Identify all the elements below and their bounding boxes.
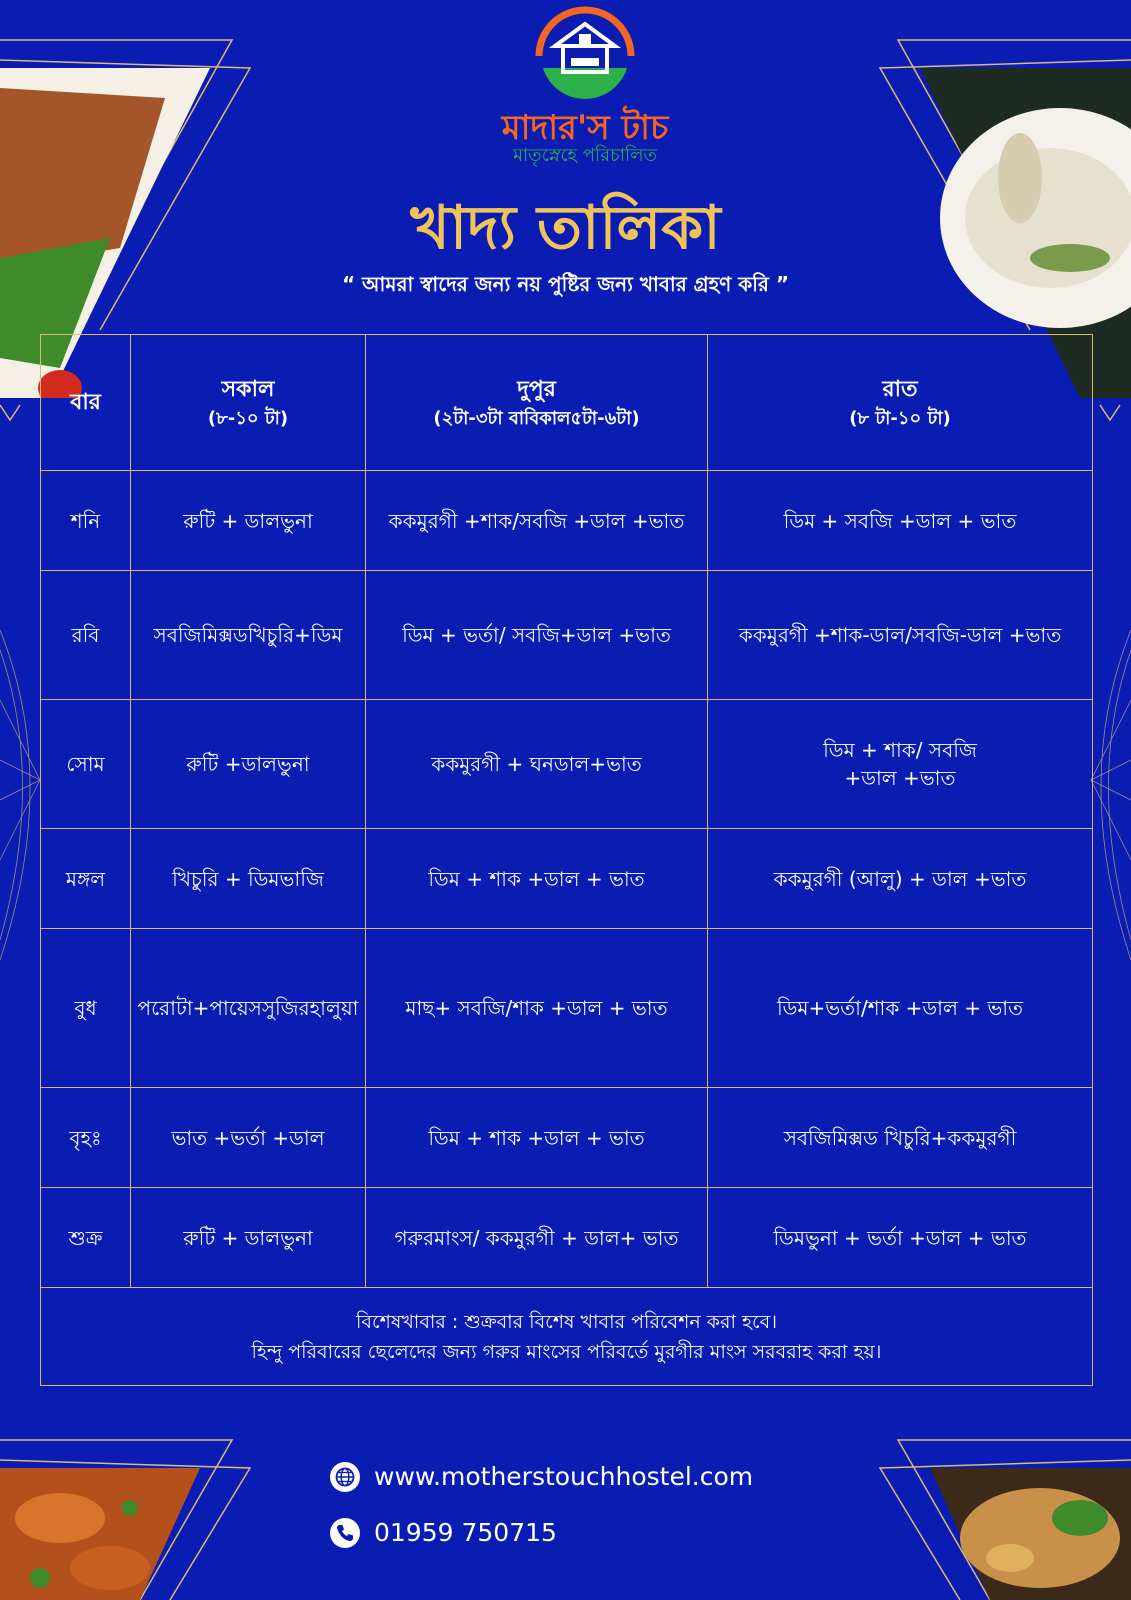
day-cell: শনি bbox=[41, 471, 131, 571]
table-header-row bbox=[41, 335, 1093, 471]
globe-icon bbox=[330, 1462, 360, 1492]
noon-cell: গরুরমাংস/ ককমুরগী + ডাল+ ভাত bbox=[366, 1188, 708, 1288]
noon-cell: ডিম + ভর্তা/ সবজি+ডাল +ভাত bbox=[366, 571, 708, 700]
morning-cell: ভাত +ভর্তা +ডাল bbox=[131, 1088, 366, 1188]
noon-cell: ককমুরগী + ঘনডাল+ভাত bbox=[366, 700, 708, 829]
special-note bbox=[41, 1288, 1093, 1386]
day-cell: রবি bbox=[41, 571, 131, 700]
hostel-house-icon bbox=[535, 6, 635, 106]
night-cell: ডিম + সবজি +ডাল + ভাত bbox=[708, 471, 1093, 571]
morning-cell: রুটি +ডালভুনা bbox=[131, 700, 366, 829]
header-morning-time: (৮-১০ টা) bbox=[207, 407, 289, 429]
night-cell: ককমুরগী (আলু) + ডাল +ভাত bbox=[708, 829, 1093, 929]
website-link[interactable]: www.motherstouchhostel.com bbox=[374, 1462, 754, 1491]
table-row bbox=[41, 1088, 1093, 1188]
night-cell: ককমুরগী +শাক-ডাল/সবজি-ডাল +ভাত bbox=[708, 571, 1093, 700]
slogan: “ আমরা স্বাদের জন্য নয় পুষ্টির জন্য খাবার গ্রহণ করি ” bbox=[341, 272, 790, 296]
morning-cell: পরোটা+পায়েসসুজিরহালুয়া bbox=[131, 929, 366, 1088]
noon-cell: ককমুরগী +শাক/সবজি +ডাল +ভাত bbox=[366, 471, 708, 571]
night-cell: ডিম+ভর্তা/শাক +ডাল + ভাত bbox=[708, 929, 1093, 1088]
website-contact[interactable] bbox=[330, 1460, 753, 1493]
page-title: খাদ্য তালিকা bbox=[410, 193, 721, 263]
food-photo-curry bbox=[930, 1468, 1131, 1600]
table-row bbox=[41, 1188, 1093, 1288]
table-row bbox=[41, 929, 1093, 1088]
header-noon-time: (২টা-৩টা বাবিকাল৫টা-৬টা) bbox=[433, 407, 640, 429]
header-noon bbox=[366, 335, 708, 471]
table-row bbox=[41, 700, 1093, 829]
phone-icon bbox=[330, 1518, 360, 1548]
morning-cell: রুটি + ডালভুনা bbox=[131, 1188, 366, 1288]
day-cell: বুধ bbox=[41, 929, 131, 1088]
meal-table bbox=[40, 334, 1093, 1386]
special-note-line1: বিশেষখাবার : শুক্রবার বিশেষ খাবার পরিবেশন করা হবে। bbox=[355, 1310, 778, 1333]
header-noon-label: দুপুর bbox=[517, 376, 556, 402]
day-cell: মঙ্গল bbox=[41, 829, 131, 929]
night-cell: ডিম + শাক/ সবজি +ডাল +ভাত bbox=[708, 700, 1093, 829]
morning-cell: সবজিমিক্সডখিচুরি+ডিম bbox=[131, 571, 366, 700]
phone-contact[interactable] bbox=[330, 1516, 557, 1549]
header-night bbox=[708, 335, 1093, 471]
header-night-label: রাত bbox=[882, 376, 918, 402]
brand-tagline: মাতৃস্নেহে পরিচালিত bbox=[512, 145, 658, 166]
phone-number[interactable]: 01959 750715 bbox=[374, 1518, 557, 1547]
morning-cell: খিচুরি + ডিমভাজি bbox=[131, 829, 366, 929]
table-row bbox=[41, 471, 1093, 571]
brand-logo bbox=[470, 6, 700, 166]
header-morning bbox=[131, 335, 366, 471]
table-row bbox=[41, 829, 1093, 929]
brand-name: মাদার'স টাচ bbox=[501, 108, 669, 148]
noon-cell: ডিম + শাক +ডাল + ভাত bbox=[366, 1088, 708, 1188]
night-cell: সবজিমিক্সড খিচুরি+ককমুরগী bbox=[708, 1088, 1093, 1188]
header-night-time: (৮ টা-১০ টা) bbox=[849, 407, 951, 429]
morning-cell: রুটি + ডালভুনা bbox=[131, 471, 366, 571]
day-cell: সোম bbox=[41, 700, 131, 829]
food-photo-fried-chicken bbox=[0, 1468, 200, 1600]
special-note-row bbox=[41, 1288, 1093, 1386]
header-morning-label: সকাল bbox=[221, 376, 275, 402]
table-row bbox=[41, 571, 1093, 700]
night-cell: ডিমভুনা + ভর্তা +ডাল + ভাত bbox=[708, 1188, 1093, 1288]
noon-cell: ডিম + শাক +ডাল + ভাত bbox=[366, 829, 708, 929]
noon-cell: মাছ+ সবজি/শাক +ডাল + ভাত bbox=[366, 929, 708, 1088]
header-day: বার bbox=[41, 335, 131, 471]
day-cell: শুক্র bbox=[41, 1188, 131, 1288]
day-cell: বৃহঃ bbox=[41, 1088, 131, 1188]
special-note-line2: হিন্দু পরিবারের ছেলেদের জন্য গরুর মাংসের পরিবর্তে মুরগীর মাংস সরবরাহ করা হয়। bbox=[251, 1340, 882, 1363]
